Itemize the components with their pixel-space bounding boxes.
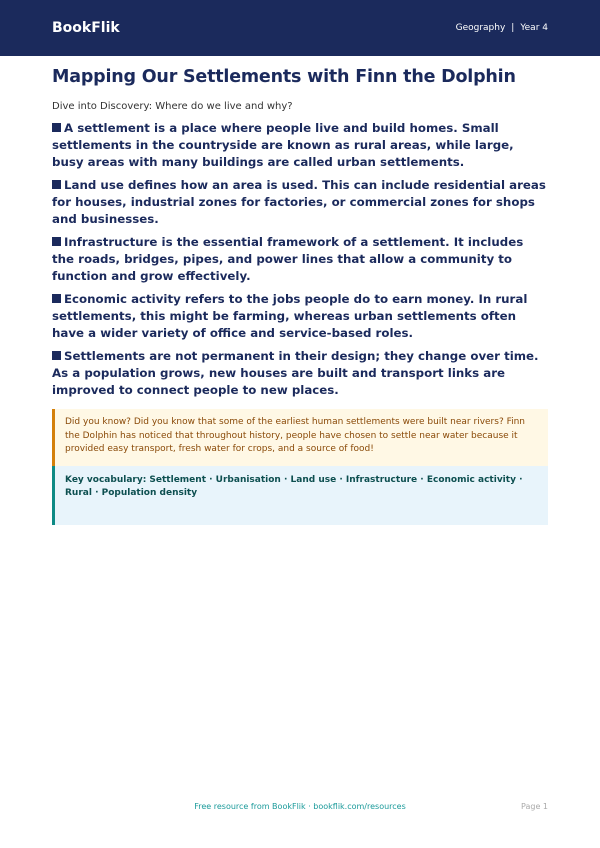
key-point-text: Settlements are not permanent in their design; they change over time. As a population grows, new houses are built and transport links are improved to connect people to new places. bbox=[52, 349, 539, 397]
square-bullet-icon bbox=[52, 237, 61, 246]
meta-separator: | bbox=[511, 23, 515, 33]
did-you-know-text: Did you know? Did you know that some of the earliest human settlements were built near rivers? Finn the Dolphin has noticed that throughout history, people have chosen to settle near water because it provided easy transport, fresh water for crops, and a source of food! bbox=[65, 417, 526, 454]
square-bullet-icon bbox=[52, 180, 61, 189]
key-point-text: Land use defines how an area is used. This can include residential areas for houses, industrial zones for factories, or commercial zones for shops and businesses. bbox=[52, 178, 546, 226]
page-title: Mapping Our Settlements with Finn the Dolphin bbox=[52, 67, 516, 87]
page-header bbox=[0, 0, 600, 56]
key-point bbox=[52, 120, 548, 171]
footer-credit-link[interactable]: Free resource from BookFlik · bookflik.com/resources bbox=[194, 802, 406, 811]
square-bullet-icon bbox=[52, 294, 61, 303]
key-point bbox=[52, 177, 548, 228]
square-bullet-icon bbox=[52, 123, 61, 132]
key-vocabulary-text: Key vocabulary: Settlement · Urbanisation · Land use · Infrastructure · Economic activity · Rural · Population density bbox=[65, 474, 523, 498]
key-points bbox=[52, 120, 548, 399]
key-point-text: A settlement is a place where people live and build homes. Small settlements in the countryside are known as rural areas, while large, busy areas with many buildings are called urban settlements. bbox=[52, 121, 514, 169]
page-number: Page 1 bbox=[521, 802, 548, 811]
key-point-text: Economic activity refers to the jobs people do to earn money. In rural settlements, this might be farming, whereas urban settlements often have a wider variety of office and service-based roles. bbox=[52, 292, 528, 340]
key-vocabulary-box bbox=[52, 466, 548, 525]
main-content bbox=[52, 66, 548, 525]
page-footer bbox=[52, 802, 548, 814]
subject-label: Geography bbox=[455, 23, 506, 33]
year-label: Year 4 bbox=[520, 23, 548, 33]
brand-logo: BookFlik bbox=[52, 20, 120, 36]
page-subtitle: Dive into Discovery: Where do we live and why? bbox=[52, 101, 293, 112]
key-point bbox=[52, 348, 548, 399]
did-you-know-box bbox=[52, 409, 548, 466]
key-point bbox=[52, 291, 548, 342]
key-point-text: Infrastructure is the essential framework of a settlement. It includes the roads, bridges, pipes, and power lines that allow a community to function and grow effectively. bbox=[52, 235, 524, 283]
key-point bbox=[52, 234, 548, 285]
header-meta bbox=[456, 23, 548, 33]
square-bullet-icon bbox=[52, 351, 61, 360]
